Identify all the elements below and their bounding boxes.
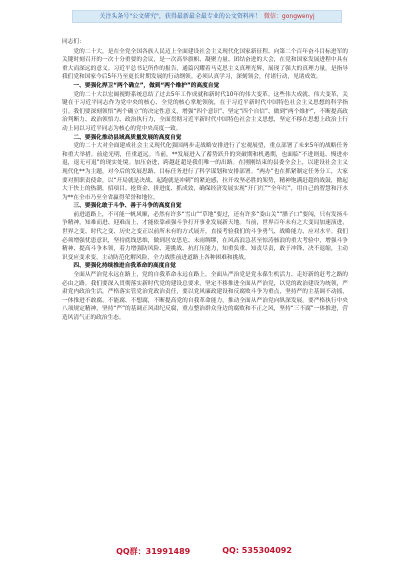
qq-number-text: QQ: 535304092	[222, 546, 292, 555]
section-heading: 三、要强化敢于斗争、善于斗争的高度自觉	[73, 203, 182, 210]
banner-wechat-text: 微信：gongwenyj	[263, 13, 315, 20]
header-banner	[72, 10, 342, 23]
document-body	[62, 38, 348, 520]
paragraph: 党的二十大，是在全党全国各族人民迈上全面建设社会主义现代化国家新征程、向第二个百年奋斗目标进军的关键时刻召开的一次十分重要的会议，是一次高举旗帜、凝聚力量、团结奋进的大会，在党和国家发展进程中具有重大而深远的意义。习近平总书记所作的报告，通篇闪耀着马克思主义真理光辉，展现了强大的真理力量，是指导我们党和国家今后5年乃至更长时期发展的行动纲领。必须认真学习，深刻领会，付诸行动，见诸成效。	[62, 48, 348, 81]
paragraph: 党的二十大对全面建成社会主义现代化强国两步走战略安排进行了宏观展望，重点部署了未来5年的战略任务和重大举措。前途光明，任重道远。当前，**发展进入了蓄势跃升的突破期和机遇期，也面临“不进则退、慢进亦退，退无可退”的现实处境。加压奋进，跨越赶超是我们唯一的出路。在刚刚结束的县委全会上，以建设社会主义现代化**为主题，对今后的发展思路、目标任务进行了科学谋划和安排部署。“两办”也在抓紧制定任务分工，大家要对照职责使命，以“开局就是决战、起跑就是冲刺”的紧迫感，拉开攻坚必胜的架势，精神饱满赶超的战鼓，掀起大干快上的热潮，招项目、抢资金、拼进度、抓成效，确保经济发展实现“开门红”“全年红”，用自己的智慧和汗水为**在全市乃至全省赢得荣誉和地位。	[62, 143, 348, 201]
qq-group-text: QQ群：31991489	[116, 547, 191, 556]
paragraph: 党的二十大以宏阔视野系统总结了过去5年工作成就和新时代10年的伟大变革。这些伟大成就、伟大变革，关键在于习近平同志作为党中央的核心、全党的核心掌舵领航，在于习近平新时代中国特色社会主义思想的科学指引。我们要深刻领悟“两个确立”的决定性意义，增强“四个意识”、坚定“四个自信”、做到“两个维护”，不断提高政治判断力、政治领悟力、政治执行力，全面贯彻习近平新时代中国特色社会主义思想，坚定不移在思想上政治上行动上同以习近平同志为核心的党中央高度一致。	[62, 91, 348, 132]
paragraph: 前进道路上，不可能一帆风顺，必然有许多“雪山”“草地”要过，还有许多“娄山关”“腊子口”要闯，只有发扬斗争精神，知难而进、迎难而上，才能依靠顽强斗争打开事业发展新天地。当前，世界百年未有之大变局加速演进，世界之变、时代之变、历史之变正以前所未有的方式展开，直接考验我们的斗争勇气、战略能力、应对水平。我们必须增强忧患意识，坚持底线思维，做到居安思危、未雨绸缪，在风高浪急甚至惊涛骇浪的重大考验中，增强斗争精神、提高斗争本领，着力增强防风险、迎挑战、抗打压能力，知重负重、知责尽责，敢于冲锋、决不退缩，主动识变应变求变，主动防范化解风险，全力战胜前进道路上各种困难和挑战。	[62, 211, 348, 261]
paragraph: 全面从严治党永远在路上，党的自我革命永远在路上。全面从严治党是党永葆生机活力、走好新的赶考之路的必由之路。我们要深入贯彻落实新时代党的建设总要求，坚定不移推进全面从严治党，以党的政治建设为统领，严肃党内政治生活，严格落实管党治党政治责任，要以党风廉政建设和反腐败斗争为重点，坚持严的主基调不动摇，一体推进不敢腐、不能腐、不想腐，不断提高党的自我革命能力，推动全面从严治党向纵深发展。要严格执行中央八项规定精神，坚持“严”的基调正风肃纪反腐，重点整治群众身边的腐败和不正之风，坚持“三不腐”一体推进，营造风清气正的政治生态。	[62, 272, 348, 321]
section-heading: 一、要强化捍卫“两个确立”，做到“两个维护”的高度自觉	[73, 82, 220, 89]
banner-promo-text: 关注头条号"公文研究"，获得最新最全最专业的公文资料库！	[99, 13, 261, 20]
salutation: 同志们：	[62, 39, 85, 45]
section-heading: 二、要强化推动县域高质量发展的高度自觉	[73, 134, 182, 141]
section-heading: 四、要强化持续推进自我革命的高度自觉	[73, 263, 176, 270]
footer-contacts	[0, 546, 408, 557]
